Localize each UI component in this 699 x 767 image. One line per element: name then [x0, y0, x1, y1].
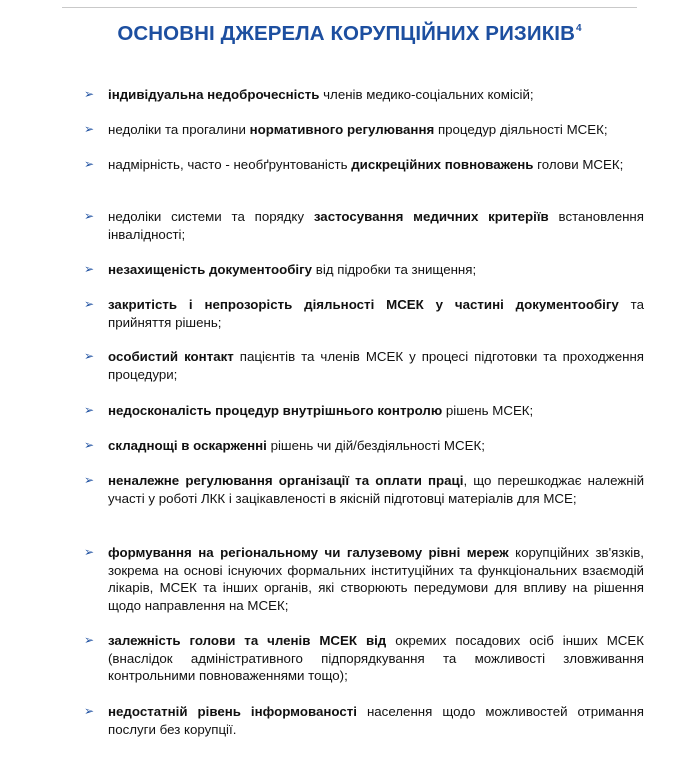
- list-item-run: рішень чи дій/бездіяльності МСЕК;: [266, 438, 485, 453]
- arrow-bullet-icon: ➢: [84, 209, 95, 223]
- list-item-emphasis: особистий контакт: [108, 349, 234, 364]
- list-item-text: [108, 208, 644, 243]
- list-item-run: пацієнтів та членів МСЕК у процесі підготовки та проходження процедури;: [108, 349, 644, 382]
- arrow-bullet-icon: ➢: [84, 704, 95, 718]
- list-item-text: [108, 703, 644, 738]
- list-item-run: рішень МСЕК;: [442, 403, 534, 418]
- list-item-text: [108, 632, 644, 685]
- page-title-text: ОСНОВНІ ДЖЕРЕЛА КОРУПЦІЙНИХ РИЗИКІВ: [117, 22, 576, 45]
- list-item-text: [108, 86, 644, 104]
- arrow-bullet-icon: ➢: [84, 473, 95, 487]
- list-item-text: [108, 121, 644, 139]
- list-item-text: [108, 472, 644, 507]
- list-item-emphasis: неналежне регулювання організації та оплати праці: [108, 473, 464, 488]
- list-item-emphasis: закритість і непрозорість діяльності МСЕК у частині документообігу: [108, 297, 619, 312]
- list-item-text: [108, 544, 644, 614]
- arrow-bullet-icon: ➢: [84, 122, 95, 136]
- list-item-emphasis: недостатній рівень інформованості: [108, 704, 357, 719]
- list-item-run: голови МСЕК;: [533, 157, 624, 172]
- list-item-text: [108, 156, 644, 174]
- arrow-bullet-icon: ➢: [84, 297, 95, 311]
- arrow-bullet-icon: ➢: [84, 157, 95, 171]
- list-item-text: [108, 261, 644, 279]
- list-item-text: [108, 437, 644, 455]
- arrow-bullet-icon: ➢: [84, 438, 95, 452]
- arrow-bullet-icon: ➢: [84, 262, 95, 276]
- list-item-run: корупційних зв'язків, зокрема на основі існуючих формальних інституційних та функціональних взаємодій лікарів, МСЕК та інших органів, які створюють передумови для впливу на рішення щодо направлення на МСЕК;: [108, 545, 644, 613]
- arrow-bullet-icon: ➢: [84, 633, 95, 647]
- list-item-text: [108, 402, 644, 420]
- list-item-run: встановлення інвалідності;: [108, 209, 644, 242]
- list-item-run: членів медико-соціальних комісій;: [319, 87, 534, 102]
- list-item-run: населення щодо можливостей отримання послуги без корупції.: [108, 704, 644, 737]
- list-item-emphasis: дискреційних повноважень: [351, 157, 534, 172]
- list-item-emphasis: недосконалість процедур внутрішнього контролю: [108, 403, 443, 418]
- arrow-bullet-icon: ➢: [84, 545, 95, 559]
- list-item-emphasis: індивідуальна недоброчесність: [108, 87, 320, 102]
- list-item-emphasis: формування на регіональному чи галузевому рівні мереж: [108, 545, 509, 560]
- list-item-run: недоліки та прогалини: [108, 122, 250, 137]
- arrow-bullet-icon: ➢: [84, 403, 95, 417]
- list-item-emphasis: складнощі в оскарженні: [108, 438, 267, 453]
- list-item-run: , що перешкоджає належній участі у роботі ЛКК і зацікавленості в якісній підготовці матеріалів для МСЕ;: [108, 473, 644, 506]
- list-item-run: та прийняття рішень;: [108, 297, 644, 330]
- title-footnote-ref: 4: [576, 23, 582, 34]
- list-item-emphasis: застосування медичних критеріїв: [313, 209, 549, 224]
- arrow-bullet-icon: ➢: [84, 349, 95, 363]
- top-rule: [62, 7, 637, 8]
- arrow-bullet-icon: ➢: [84, 87, 95, 101]
- list-item-run: окремих посадових осіб інших МСЕК (внаслідок адміністративного підпорядкування та можливості зловживання контрольними повноваженнями тощо);: [108, 633, 645, 683]
- list-item-emphasis: нормативного регулювання: [249, 122, 435, 137]
- list-item-run: від підробки та знищення;: [312, 262, 477, 277]
- list-item-text: [108, 348, 644, 383]
- page-title: [0, 22, 699, 46]
- list-item-run: надмірність, часто - необґрунтованість: [108, 157, 352, 172]
- list-item-run: процедур діяльності МСЕК;: [434, 122, 608, 137]
- list-item-run: недоліки системи та порядку: [108, 209, 314, 224]
- list-item-emphasis: незахищеність документообігу: [108, 262, 313, 277]
- list-item-emphasis: залежність голови та членів МСЕК від: [108, 633, 387, 648]
- list-item-text: [108, 296, 644, 331]
